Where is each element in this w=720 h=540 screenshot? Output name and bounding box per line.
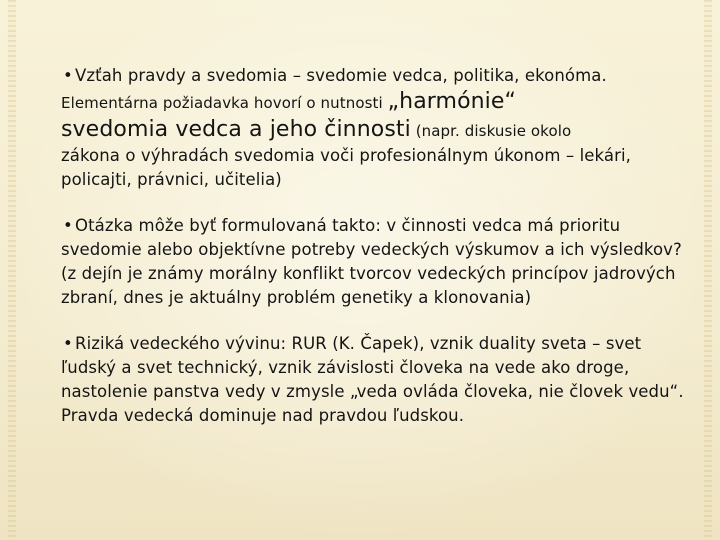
bullet: • bbox=[63, 216, 73, 235]
paragraph-line bbox=[61, 116, 691, 144]
paragraph-text: zákona o výhradách svedomia voči profesionálnym úkonom – lekári, policajti, právnici, učitelia) bbox=[61, 146, 632, 189]
bullet: • bbox=[63, 334, 73, 353]
paragraph-line bbox=[61, 88, 691, 116]
slide-content bbox=[61, 64, 691, 450]
right-border-decoration bbox=[704, 0, 712, 540]
paragraph-risks bbox=[61, 332, 691, 428]
paragraph-truth-and-conscience bbox=[61, 64, 691, 192]
bullet: • bbox=[63, 66, 73, 85]
paragraph-text: Elementárna požiadavka hovorí o nutnosti bbox=[61, 94, 388, 112]
paragraph-text: Vzťah pravdy a svedomia – svedomie vedca, politika, ekonóma. bbox=[75, 66, 607, 85]
paragraph-line bbox=[61, 64, 691, 88]
paragraph-question bbox=[61, 214, 691, 310]
left-border-decoration bbox=[8, 0, 16, 540]
emphasized-text: „harmónie“ bbox=[387, 89, 517, 114]
paragraph-text: Otázka môže byť formulovaná takto: v činnosti vedca má prioritu svedomie alebo objektívne potreby vedeckých výskumov a ich výsledkov? (z dejín je známy morálny konflikt tvorcov vedeckých princípov jadrových zbraní, dnes je aktuálny problém genetiky a klonovania) bbox=[61, 216, 682, 307]
paragraph-text: (napr. diskusie okolo bbox=[410, 122, 572, 140]
emphasized-text: svedomia vedca a jeho činnosti bbox=[61, 117, 411, 142]
paragraph-text: Riziká vedeckého vývinu: RUR (K. Čapek), vznik duality sveta – svet ľudský a svet technický, vznik závislosti človeka na vede ako droge, nastolenie panstva vedy v zmysle „veda ovláda človeka, nie človek vedu“. Pravda vedecká dominuje nad pravdou ľudskou. bbox=[61, 334, 684, 425]
